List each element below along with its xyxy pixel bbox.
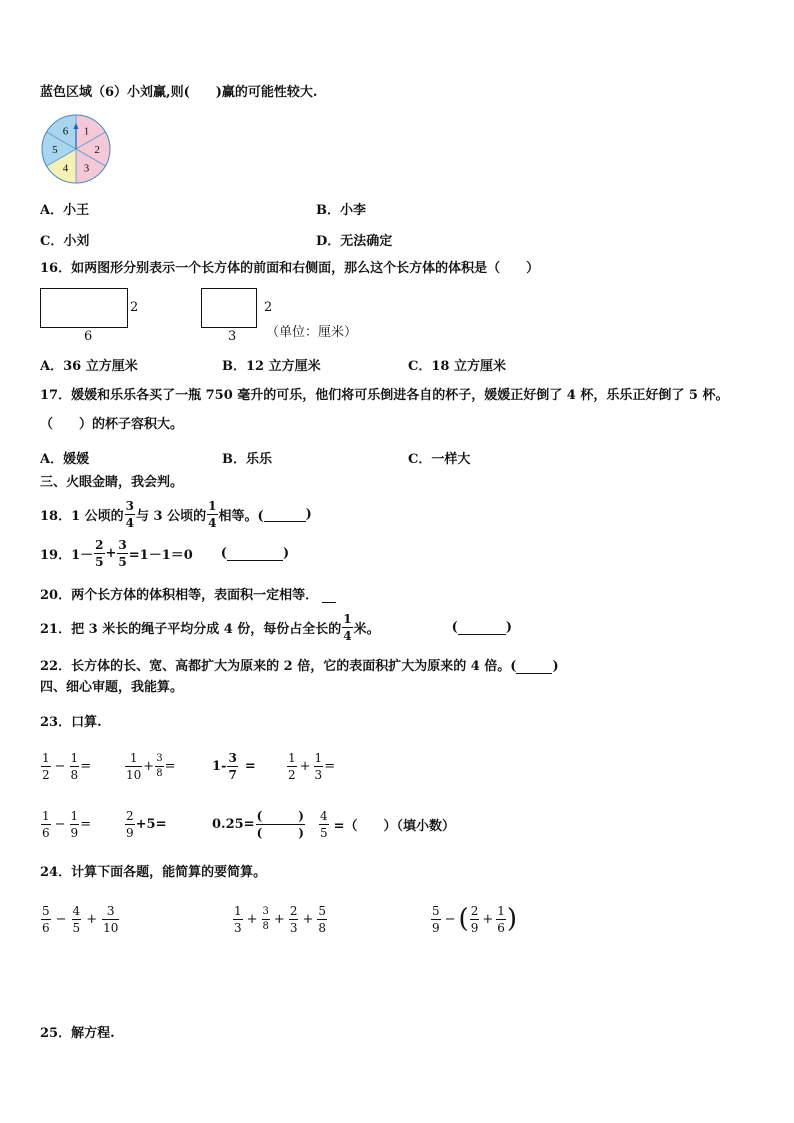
spinner-label-5: 5	[52, 144, 58, 156]
q23-expr-7: 0.25= $\frac{( )}{( )}$	[212, 808, 304, 840]
q16-stem: 16．如两图形分别表示一个长方体的前面和右侧面，那么这个长方体的体积是（ ）	[40, 261, 540, 276]
q21-line: 21．把 3 米长的绳子平均分成 4 份，每份占全长的 $\frac{1}{4}$ 米。 ( )	[40, 611, 512, 643]
q23-title: 23．口算.	[40, 715, 102, 730]
q24-title: 24．计算下面各题，能简算的要简算。	[40, 865, 267, 880]
q15-option-b[interactable]: B．小李	[316, 203, 366, 218]
q25-title: 25．解方程.	[40, 1026, 115, 1041]
q22-line: 22．长方体的长、宽、高都扩大为原来的 2 倍，它的表面积扩大为原来的 4 倍。( )	[40, 655, 559, 674]
q17-stem-line1: 17．媛媛和乐乐各买了一瓶 750 毫升的可乐，他们将可乐倒进各自的杯子，媛媛正好倒了 4 杯，乐乐正好倒了 5 杯。	[40, 388, 729, 403]
side-height-label: 2	[264, 300, 273, 315]
answer-blank[interactable]	[227, 545, 283, 561]
spinner-label-6: 6	[62, 125, 69, 138]
q16-option-a[interactable]: A．36 立方厘米	[40, 359, 138, 374]
section-3-heading: 三、火眼金睛，我会判。	[40, 475, 184, 490]
fraction: $\frac{2}{5}$	[95, 537, 104, 569]
unit-label: （单位：厘米）	[266, 325, 358, 340]
q17-option-a[interactable]: A．媛媛	[40, 452, 90, 467]
q19-pre: 19．1－	[40, 547, 94, 563]
side-width-label: 3	[228, 329, 237, 344]
q15-stem: 蓝色区域（6）小刘赢,则( )赢的可能性较大.	[40, 85, 318, 100]
q22-text: 22．长方体的长、宽、高都扩大为原来的 2 倍，它的表面积扩大为原来的 4 倍。(	[40, 659, 517, 674]
q18-mid: 与 3 公顷的	[136, 508, 207, 524]
q21-pre: 21．把 3 米长的绳子平均分成 4 份，每份占全长的	[40, 621, 342, 637]
side-face-rectangle	[201, 288, 257, 328]
spinner-label-1: 1	[83, 125, 90, 138]
q19-line: 19．1－ $\frac{2}{5}$ + $\frac{3}{5}$ =1－1＝0 ( )	[40, 537, 290, 569]
answer-blank[interactable]	[516, 658, 552, 674]
fraction: $\frac{3}{4}$	[125, 498, 135, 530]
fraction: $\frac{3}{5}$	[118, 537, 127, 569]
fraction: $\frac{1}{4}$	[343, 611, 352, 643]
q23-expr-4: $\frac{1}{2}$ + $\frac{1}{3}$ =	[288, 750, 336, 782]
q23-expr-5: $\frac{1}{6}$ − $\frac{1}{9}$ =	[42, 808, 92, 840]
q18-pre: 18．1 公顷的	[40, 508, 124, 524]
answer-blank[interactable]	[458, 619, 506, 635]
front-face-rectangle	[40, 288, 128, 328]
q16-option-c[interactable]: C．18 立方厘米	[408, 359, 506, 374]
answer-blank[interactable]	[322, 587, 336, 603]
spinner-label-4: 4	[62, 162, 69, 175]
q24-expr-3: $\frac{5}{9}$ − ( $\frac{2}{9}$ + $\frac{1}{6}$ )	[432, 903, 518, 935]
front-height-label: 2	[130, 300, 139, 315]
q24-expr-1: $\frac{5}{6}$ − $\frac{4}{5}$ + $\frac{3}{10}$	[42, 903, 119, 935]
q19-post: =1－1＝0	[128, 547, 193, 563]
q23-expr-1: $\frac{1}{2}$ − $\frac{1}{8}$ =	[42, 750, 92, 782]
section-4-heading: 四、细心审题，我能算。	[40, 680, 184, 695]
q15-option-a[interactable]: A．小王	[40, 203, 90, 218]
q24-expr-2: $\frac{1}{3}$ + $\frac{3}{8}$ + $\frac{2}{3}$ + $\frac{5}{8}$	[234, 903, 327, 935]
q15-option-c[interactable]: C．小刘	[40, 234, 90, 249]
answer-blank[interactable]	[264, 506, 306, 522]
q23-expr-3: 1- $\frac{3}{7}$ =	[212, 750, 256, 782]
q17-option-b[interactable]: B．乐乐	[222, 452, 272, 467]
q18-line: 18．1 公顷的 $\frac{3}{4}$ 与 3 公顷的 $\frac{1}{4}$ 相等。( )	[40, 498, 312, 530]
q23-expr-2: $\frac{1}{10}$ + $\frac{3}{8}$ =	[126, 750, 176, 782]
q21-post: 米。	[353, 621, 380, 637]
spinner-label-2: 2	[94, 144, 100, 156]
q17-stem-line2: （ ）的杯子容积大。	[40, 417, 184, 432]
q23-expr-8: $\frac{4}{5}$ =（ ）（填小数）	[320, 808, 456, 840]
q20-text: 20．两个长方体的体积相等，表面积一定相等．	[40, 588, 319, 603]
q15-option-d[interactable]: D．无法确定	[316, 234, 393, 249]
spinner-label-3: 3	[83, 162, 90, 175]
q23-expr-6: $\frac{2}{9}$ +5=	[126, 808, 167, 840]
q20-line	[40, 584, 336, 603]
front-width-label: 6	[84, 329, 93, 344]
spinner-diagram	[37, 113, 117, 185]
q18-post: 相等。(	[218, 508, 264, 524]
q17-option-c[interactable]: C．一样大	[408, 452, 471, 467]
q16-option-b[interactable]: B．12 立方厘米	[222, 359, 321, 374]
fraction: $\frac{1}{4}$	[208, 498, 217, 530]
